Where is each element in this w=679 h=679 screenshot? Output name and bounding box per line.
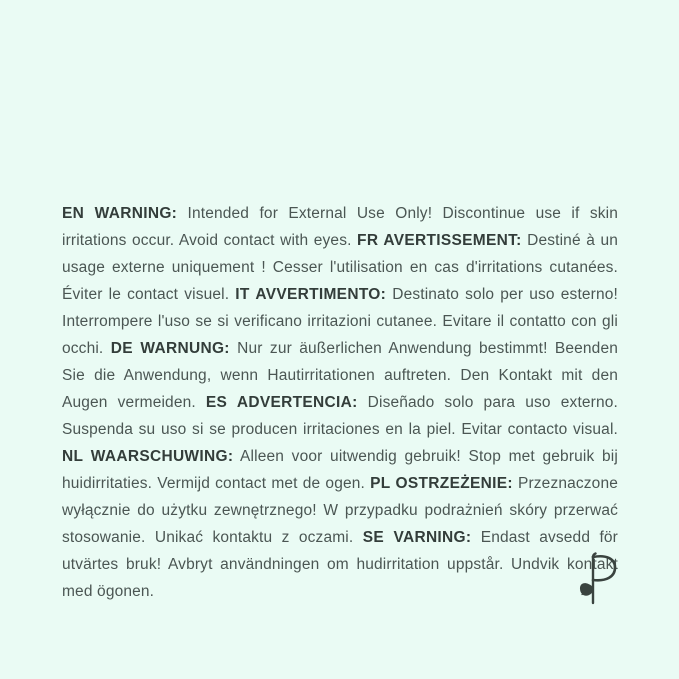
warning-segment: Intended for External Use Only! Discontinue use if skin irritations occur. Avoid contact with eyes.	[62, 204, 618, 249]
warning-language-heading: IT AVVERTIMENTO:	[235, 285, 387, 303]
warning-segment: Nur zur äußerlichen Anwendung bestimmt! Beenden Sie die Anwendung, wenn Hautirritationen auftreten. Den Kontakt mit den Augen vermeiden.	[62, 339, 618, 411]
warning-language-heading: SE VARNING:	[362, 528, 472, 546]
warning-language-heading: NL WAARSCHUWING:	[62, 447, 234, 465]
warning-segment: Destiné à un usage externe uniquement ! Cesser l'utilisation en cas d'irritations cutanées. Éviter le contact visuel.	[62, 231, 618, 303]
warning-segment: Alleen voor uitwendig gebruik! Stop met gebruik bij huidirritaties. Vermijd contact met de ogen.	[62, 447, 618, 492]
warning-segment: Diseñado solo para uso externo. Suspenda su uso si se producen irritaciones en la piel. Evitar contacto visual.	[62, 393, 618, 438]
multilingual-warning-paragraph	[62, 200, 618, 605]
warning-language-heading: FR AVERTISSEMENT:	[357, 231, 522, 249]
warning-language-heading: ES ADVERTENCIA:	[205, 393, 358, 411]
warning-language-heading: DE WARNUNG:	[110, 339, 230, 357]
warning-segment: Destinato solo per uso esterno! Interrompere l'uso se si verificano irritazioni cutanee. Evitare il contatto con gli occhi.	[62, 285, 618, 357]
p-leaf-monogram-icon	[578, 550, 620, 608]
brand-logo	[578, 550, 620, 608]
warning-language-heading: PL OSTRZEŻENIE:	[370, 474, 513, 492]
warning-language-heading: EN WARNING:	[62, 204, 178, 222]
warning-segment: Endast avsedd för utvärtes bruk! Avbryt användningen om hudirritation uppstår. Undvik kontakt med ögonen.	[62, 528, 618, 600]
warning-segment: Przeznaczone wyłącznie do użytku zewnętrznego! W przypadku podrażnień skóry przerwać stosowanie. Unikać kontaktu z oczami.	[62, 474, 618, 546]
